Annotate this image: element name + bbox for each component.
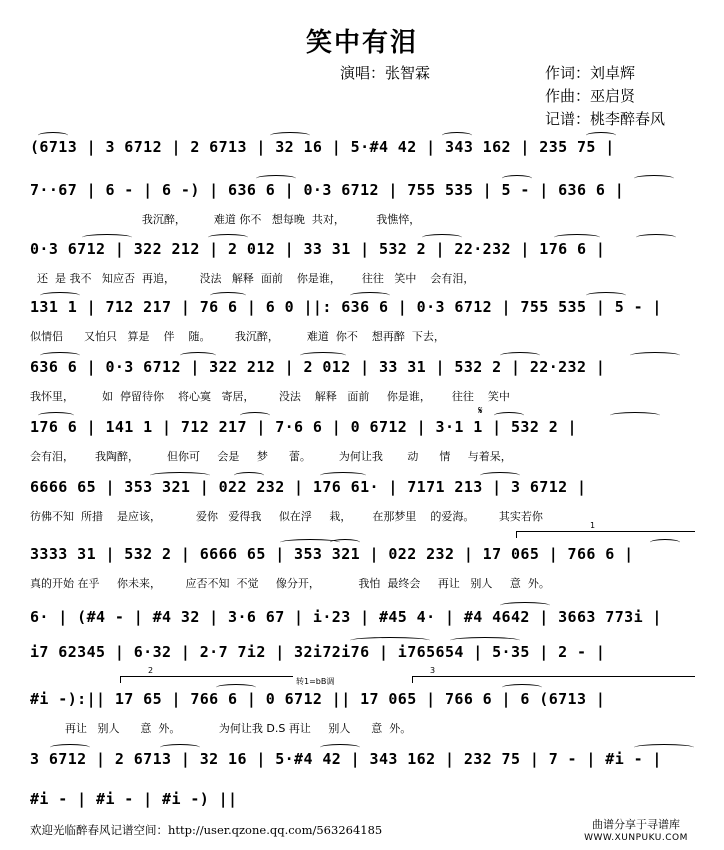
ending-2-label: 2 xyxy=(148,666,154,675)
lyricist-credit: 作词：刘卓辉 xyxy=(545,64,636,82)
system-10 xyxy=(30,643,694,669)
lyric-line: 会有泪， 我陶醉， 但你可 会是 梦 蕾。 为何让我 动 情 与着呆， xyxy=(30,450,512,463)
lyric-line: 彷佛不知 所措 是应该， 爱你 爱得我 似在浮 栽， 在那梦里 的爱海。 其实若你 xyxy=(30,510,543,523)
system-4 xyxy=(30,298,694,346)
ending-1-label: 1 xyxy=(590,521,596,530)
lyric-line: 我怀里， 如 停留待你 将心寞 寄居， 没法 解释 面前 你是谁， 往往 笑中 xyxy=(30,390,510,403)
singer-credit: 演唱：张智霖 xyxy=(340,64,431,82)
notation-line: 636 6 | 0·3 6712 | 322 212 | 2 012 | 33 31 | 532 2 | 22·232 | xyxy=(30,358,606,376)
composer-credit: 作曲：巫启贤 xyxy=(545,87,636,105)
system-3 xyxy=(30,240,694,288)
system-13 xyxy=(30,790,694,816)
footer-credit: 欢迎光临醉春风记谱空间：http://user.qzone.qq.com/563264185 xyxy=(30,823,383,837)
system-2 xyxy=(30,181,694,229)
lyric-line: 还 是 我不 知应否 再追， 没法 解释 面前 你是谁， 往往 笑中 会有泪， xyxy=(30,272,475,285)
footer-watermark xyxy=(556,818,716,846)
ending-1-bracket xyxy=(516,531,695,538)
system-8 xyxy=(30,521,694,593)
system-5 xyxy=(30,358,694,406)
notation-line: #i -):|| 17 65 | 766 6 | 0 6712 || 17 065 | 766 6 | 6 (6713 | xyxy=(30,690,606,708)
notation-line: i7 62345 | 6·32 | 2·7 7i2 | 32i72i76 | i765654 | 5·35 | 2 - | xyxy=(30,643,606,661)
system-9 xyxy=(30,608,694,634)
notation-line: #i - | #i - | #i -) || xyxy=(30,790,238,808)
ending-2-bracket xyxy=(120,676,293,683)
transcriber-credit: 记谱：桃李醉春风 xyxy=(545,110,666,128)
lyric-line: 似情侣 又怕只 算是 伴 随。 我沉醉， 难道 你不 想再醉 下去， xyxy=(30,330,445,343)
key-change-label: 转1=bB调 xyxy=(296,677,335,686)
title: 笑中有泪 xyxy=(305,28,418,58)
system-7 xyxy=(30,478,694,526)
ending-3-label: 3 xyxy=(430,666,436,675)
lyric-line: 我沉醉， 难道 你不 想每晚 共对， 我憔悴， xyxy=(30,213,421,226)
notation-line: 7··67 | 6 - | 6 -) | 636 6 | 0·3 6712 | 755 535 | 5 - | 636 6 | xyxy=(30,181,625,199)
notation-line: 131 1 | 712 217 | 76 6 | 6 0 ||: 636 6 | 0·3 6712 | 755 535 | 5 - | xyxy=(30,298,662,316)
watermark-text: 曲谱分享于寻谱库 xyxy=(592,818,680,831)
notation-line: 176 6 | 141 1 | 712 217 | 7·6 6 | 0 6712 | 3·1 1 | 532 2 | xyxy=(30,418,577,436)
system-1 xyxy=(30,138,694,178)
notation-line: 3333 31 | 532 2 | 6666 65 | 353 321 | 022 232 | 17 065 | 766 6 | xyxy=(30,545,634,563)
system-12 xyxy=(30,750,694,776)
system-6 xyxy=(30,418,694,466)
lyric-line: 真的开始 在乎 你未来， 应否不知 不觉 像分开， 我怕 最终会 再让 别人 意 外。 xyxy=(30,577,550,590)
lyric-line: 再让 别人 意 外。 为何让我 D.S 再让 别人 意 外。 xyxy=(30,722,412,735)
notation-line: (6713 | 3 6712 | 2 6713 | 32 16 | 5·#4 42 | 343 162 | 235 75 | xyxy=(30,138,615,156)
segno-sign: 𝄋 xyxy=(478,404,483,417)
ending-3-bracket xyxy=(412,676,695,683)
notation-line: 0·3 6712 | 322 212 | 2 012 | 33 31 | 532 2 | 22·232 | 176 6 | xyxy=(30,240,606,258)
notation-line: 3 6712 | 2 6713 | 32 16 | 5·#4 42 | 343 162 | 232 75 | 7 - | #i - | xyxy=(30,750,662,768)
system-11 xyxy=(30,666,694,738)
notation-line: 6666 65 | 353 321 | 022 232 | 176 61· | 7171 213 | 3 6712 | xyxy=(30,478,587,496)
watermark-url: WWW.XUNPUKU.COM xyxy=(584,833,688,843)
notation-line: 6· | (#4 - | #4 32 | 3·6 67 | i·23 | #45 4· | #4 4642 | 3663 773i | xyxy=(30,608,662,626)
